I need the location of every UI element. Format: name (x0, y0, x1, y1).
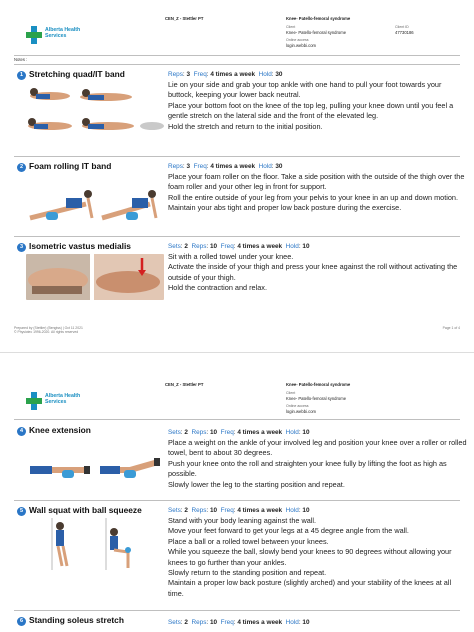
exercise-card (14, 614, 460, 632)
page-separator (0, 352, 474, 353)
meta-value: 10 (209, 507, 218, 514)
logo-line-1: Alberta Health (45, 393, 81, 399)
program-label: Knee- Patello-femoral syndrome (286, 30, 347, 35)
exercise-instructions (168, 438, 468, 490)
exercise-illustration (26, 440, 164, 482)
exercise-title: Foam rolling IT band (29, 161, 112, 171)
meta-key: Sets (168, 243, 181, 250)
meta-key: Freq (220, 243, 234, 250)
instruction-line: Slowly return to the standing position and repeat. (168, 568, 327, 578)
page-header (0, 370, 474, 430)
instruction-line: Stand with your body leaning against the wall. (168, 516, 317, 525)
meta-key: Freq (220, 507, 234, 514)
exercise-meta: Reps: 3 Freq: 4 times a week Hold: 30 (168, 71, 283, 78)
meta-key: Reps (168, 163, 183, 170)
meta-key: Hold (285, 619, 299, 626)
meta-key: Hold (258, 163, 272, 170)
meta-value: 10 (209, 619, 218, 626)
meta-value: 3 (186, 163, 191, 170)
exercise-meta: Sets: 2 Reps: 10 Freq: 4 times a week Hold: 10 (168, 507, 310, 514)
exercise-illustration (26, 82, 164, 136)
meta-key: Reps (191, 619, 207, 626)
instruction-line: Place your bottom foot on the knee of the top leg, pulling your knee down until you feel a gentle stretch on the lateral side and the front of the elevated leg. (168, 100, 454, 121)
exercise-title: Wall squat with ball squeeze (29, 505, 142, 515)
exercise-illustration (26, 174, 164, 224)
meta-value: 3 (186, 71, 191, 78)
meta-value: 2 (184, 243, 188, 250)
logo-line-1: Alberta Health (45, 27, 81, 33)
instruction-line: Sit with a rolled towel under your knee. (168, 252, 294, 261)
access-label: Online access (286, 404, 309, 408)
divider (14, 55, 460, 56)
instruction-line: While you squeeze the ball, slowly bend your knees to 90 degrees without allowing your knees to go further than your ankles. (168, 547, 452, 567)
client-label: Client (286, 25, 296, 29)
exercise-number: 1 (17, 71, 26, 80)
meta-value: 10 (302, 507, 310, 514)
exercise-title: Knee extension (29, 425, 91, 435)
meta-value: 30 (275, 163, 283, 170)
exercise-instructions (168, 172, 468, 214)
program-title: Knee- Patello-femoral syndrome (286, 382, 351, 387)
client-id: 47730186 (395, 30, 414, 35)
exercise-card (14, 504, 460, 610)
exercise-meta: Sets: 2 Reps: 10 Freq: 4 times a week Hold: 10 (168, 243, 310, 250)
client-label: Client (286, 391, 296, 395)
meta-value: 4 times a week (210, 71, 256, 78)
divider (14, 419, 460, 420)
footer (14, 326, 460, 334)
instruction-line: Place a ball or a rolled towel between your knees. (168, 536, 329, 546)
meta-key: Freq (193, 71, 207, 78)
exercise-title: Isometric vastus medialis (29, 241, 131, 251)
meta-value: 2 (184, 619, 188, 626)
exercise-number: 5 (17, 507, 26, 516)
divider (14, 156, 460, 157)
instruction-line: Maintain a proper low back posture (slightly arched) and your stability of the knees at all time. (168, 578, 452, 598)
divider (14, 64, 460, 65)
access-url: login.webbi.com (286, 43, 317, 48)
instruction-line: Hold the stretch and return to the initial position. (168, 121, 323, 131)
meta-key: Hold (285, 243, 299, 250)
exercise-illustration (44, 518, 144, 570)
program-title: Knee- Patello-femoral syndrome (286, 16, 351, 21)
meta-key: Freq (193, 163, 207, 170)
page-header (0, 0, 474, 60)
divider (14, 236, 460, 237)
meta-value: 10 (209, 429, 218, 436)
exercise-instructions (168, 80, 468, 132)
doc-code: CEN_Z - Stettler PT (165, 382, 204, 387)
alberta-health-logo (26, 26, 96, 48)
alberta-health-logo (26, 392, 96, 414)
meta-key: Sets (168, 507, 181, 514)
meta-value: 10 (302, 243, 310, 250)
meta-value: 2 (184, 429, 188, 436)
meta-key: Reps (191, 243, 207, 250)
meta-value: 4 times a week (237, 243, 283, 250)
exercise-card (14, 240, 460, 306)
instruction-line: Maintain your abs tight and proper low back posture during the exercise. (168, 203, 402, 213)
exercise-card (14, 160, 465, 236)
meta-key: Reps (191, 507, 207, 514)
exercise-card (14, 68, 460, 156)
meta-value: 30 (275, 71, 283, 78)
meta-key: Hold (285, 429, 299, 436)
cross-icon (26, 26, 42, 44)
divider (14, 610, 460, 611)
instruction-line: Place a weight on the ankle of your involved leg and position your knee over a roller or rolled towel, bent to about 30 degrees. (168, 438, 467, 458)
footer-prepared-by: Prepared by (Stettler) (Bengtss) | Oct 11 2021 (14, 326, 83, 330)
cross-icon (26, 392, 42, 410)
meta-value: 4 times a week (237, 507, 283, 514)
exercise-card (14, 424, 467, 500)
instruction-line: Activate the inside of your thigh and press your knee against the roll without activating the outside of your thigh. (168, 262, 458, 282)
meta-key: Sets (168, 429, 181, 436)
meta-value: 10 (209, 243, 218, 250)
exercise-instructions (168, 252, 468, 294)
exercise-title: Stretching quad/IT band (29, 69, 125, 79)
instruction-line: Hold the contraction and relax. (168, 283, 267, 293)
divider (14, 500, 460, 501)
exercise-meta: Sets: 2 Reps: 10 Freq: 4 times a week Hold: 10 (168, 619, 310, 626)
meta-value: 4 times a week (237, 429, 283, 436)
meta-key: Hold (285, 507, 299, 514)
exercise-number: 3 (17, 243, 26, 252)
notes-label: Notes : (14, 57, 28, 62)
meta-key: Reps (191, 429, 207, 436)
exercise-meta: Sets: 2 Reps: 10 Freq: 4 times a week Hold: 10 (168, 429, 310, 436)
instruction-line: Place your foam roller on the floor. Take a side position with the outside of the thigh over the foam roller and your other leg in front for support. (168, 172, 465, 192)
logo-line-2: Services (45, 33, 67, 40)
meta-value: 10 (302, 619, 310, 626)
instruction-line: Roll the entire outside of your leg from your pelvis to your knee in an up and down motion. (168, 192, 459, 202)
instruction-line: Slowly lower the leg to the starting position and repeat. (168, 479, 345, 489)
page-2 (0, 370, 474, 632)
meta-value: 2 (184, 507, 188, 514)
exercise-title: Standing soleus stretch (29, 615, 124, 625)
instruction-line: Move your feet forward to get your legs at a 45 degree angle from the wall. (168, 526, 409, 536)
meta-key: Freq (220, 619, 234, 626)
exercise-instructions (168, 516, 468, 599)
instruction-line: Push your knee onto the roll and straighten your knee fully by lifting the foot as high as possible. (168, 458, 447, 479)
instruction-line: Lie on your side and grab your top ankle with one hand to pull your foot towards your buttock, keeping your lower back neutral. (168, 80, 442, 100)
access-url: login.webbi.com (286, 409, 317, 414)
meta-value: 4 times a week (237, 619, 283, 626)
meta-value: 4 times a week (210, 163, 256, 170)
exercise-number: 6 (17, 617, 26, 626)
meta-value: 10 (302, 429, 310, 436)
exercise-meta: Reps: 3 Freq: 4 times a week Hold: 30 (168, 163, 283, 170)
meta-key: Freq (220, 429, 234, 436)
program-label: Knee- Patello-femoral syndrome (286, 396, 347, 401)
logo-line-2: Services (45, 399, 67, 406)
exercise-number: 4 (17, 427, 26, 436)
footer-page-number: Page 1 of 4 (442, 326, 460, 330)
meta-key: Sets (168, 619, 181, 626)
access-label: Online access (286, 38, 309, 42)
doc-code: CEN_Z - Stettler PT (165, 16, 204, 21)
client-id-label: Client ID (395, 25, 409, 29)
exercise-number: 2 (17, 163, 26, 172)
meta-key: Reps (168, 71, 183, 78)
meta-key: Hold (258, 71, 272, 78)
footer-copyright: © Physiotec 1996-2020. All rights reserved (14, 330, 79, 334)
exercise-photo (26, 254, 164, 300)
